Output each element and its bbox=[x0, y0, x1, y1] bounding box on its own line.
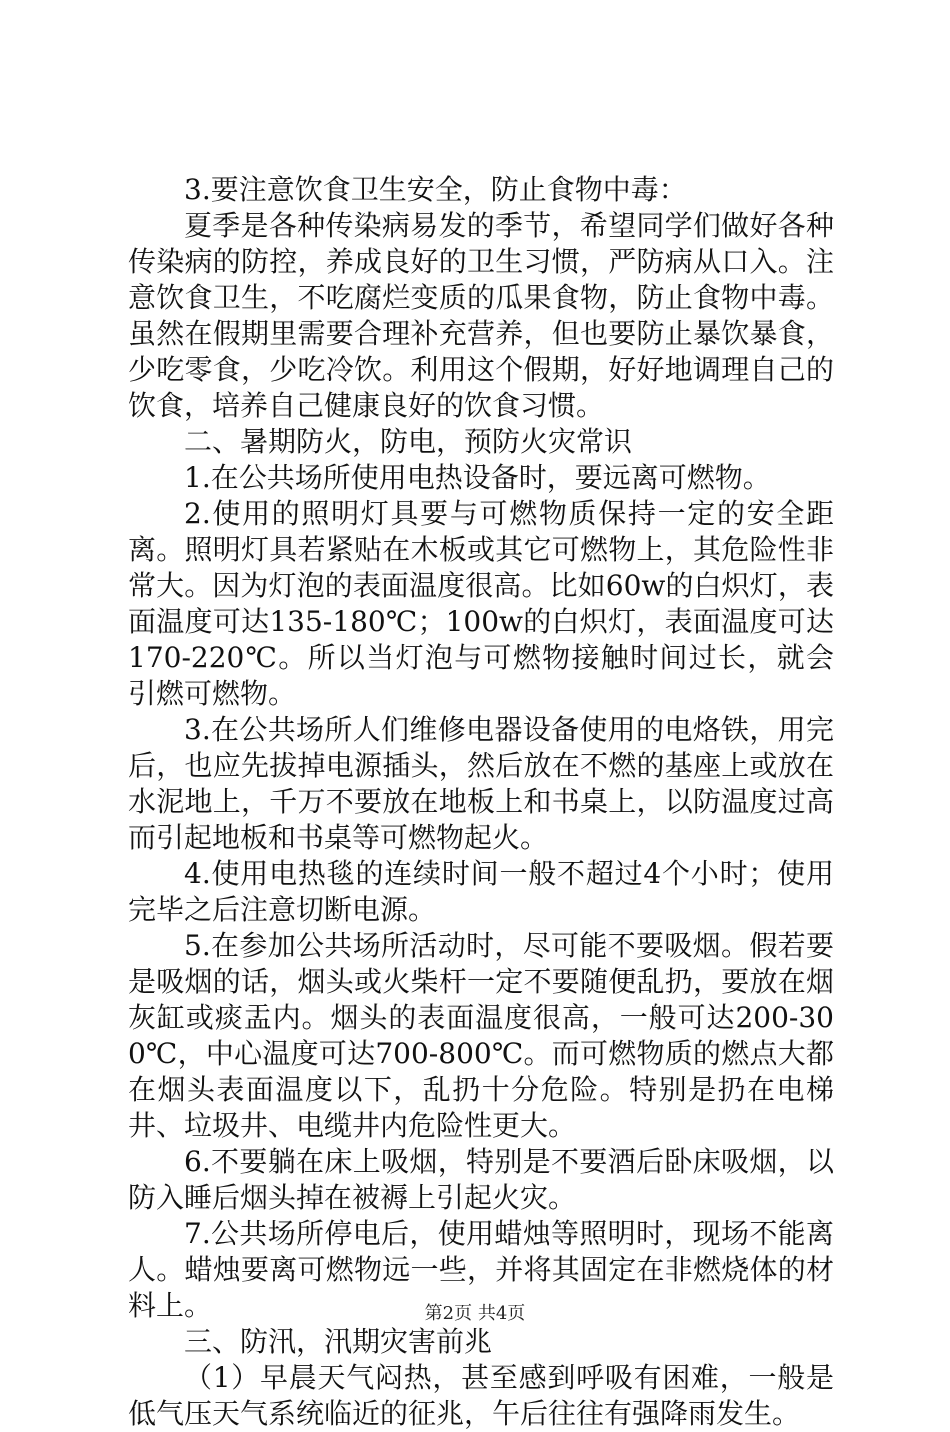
page-number-label: 第2页 共4页 bbox=[424, 1303, 526, 1324]
page-footer bbox=[0, 1303, 950, 1325]
section-heading-flood-prevention: 三、防汛，汛期灾害前兆 bbox=[184, 1325, 493, 1358]
paragraph-flood-sign-1: （1）早晨天气闷热，甚至感到呼吸有困难，一般是低气压天气系统临近的征兆，午后往往有强降雨发生。 bbox=[128, 1361, 834, 1430]
document-body bbox=[128, 172, 834, 1432]
paragraph-item-4: 4.使用电热毯的连续时间一般不超过4个小时；使用完毕之后注意切断电源。 bbox=[128, 857, 834, 926]
paragraph-item-3: 3.在公共场所人们维修电器设备使用的电烙铁，用完后，也应先拔掉电源插头，然后放在不燃的基座上或放在水泥地上，千万不要放在地板上和书桌上，以防温度过高而引起地板和书桌等可燃物起火。 bbox=[128, 713, 834, 854]
section-heading-fire-prevention: 二、暑期防火，防电，预防火灾常识 bbox=[184, 425, 633, 458]
paragraph-item-6: 6.不要躺在床上吸烟，特别是不要酒后卧床吸烟，以防入睡后烟头掉在被褥上引起火灾。 bbox=[128, 1145, 834, 1214]
paragraph-item-1: 1.在公共场所使用电热设备时，要远离可燃物。 bbox=[184, 461, 771, 494]
paragraph-food-safety-body: 夏季是各种传染病易发的季节，希望同学们做好各种传染病的防控，养成良好的卫生习惯，严防病从口入。注意饮食卫生，不吃腐烂变质的瓜果食物，防止食物中毒。虽然在假期里需要合理补充营养，但也要防止暴饮暴食，少吃零食，少吃冷饮。利用这个假期，好好地调理自己的饮食，培养自己健康良好的饮食习惯。 bbox=[128, 209, 834, 422]
paragraph-food-safety-heading: 3.要注意饮食卫生安全，防止食物中毒： bbox=[184, 173, 687, 206]
paragraph-item-2: 2.使用的照明灯具要与可燃物质保持一定的安全距离。照明灯具若紧贴在木板或其它可燃物上，其危险性非常大。因为灯泡的表面温度很高。比如60w的白炽灯，表面温度可达135-180℃；100w的白炽灯，表面温度可达170-220℃。所以当灯泡与可燃物接触时间过长，就会引燃可燃物。 bbox=[128, 497, 834, 710]
paragraph-item-5: 5.在参加公共场所活动时，尽可能不要吸烟。假若要是吸烟的话，烟头或火柴杆一定不要随便乱扔，要放在烟灰缸或痰盂内。烟头的表面温度很高，一般可达200-300℃，中心温度可达700-800℃。而可燃物质的燃点大都在烟头表面温度以下，乱扔十分危险。特别是扔在电梯井、垃圾井、电缆井内危险性更大。 bbox=[128, 929, 834, 1142]
paragraph-item-7: 7.公共场所停电后，使用蜡烛等照明时，现场不能离人。蜡烛要离可燃物远一些，并将其固定在非燃烧体的材料上。 bbox=[128, 1217, 834, 1322]
